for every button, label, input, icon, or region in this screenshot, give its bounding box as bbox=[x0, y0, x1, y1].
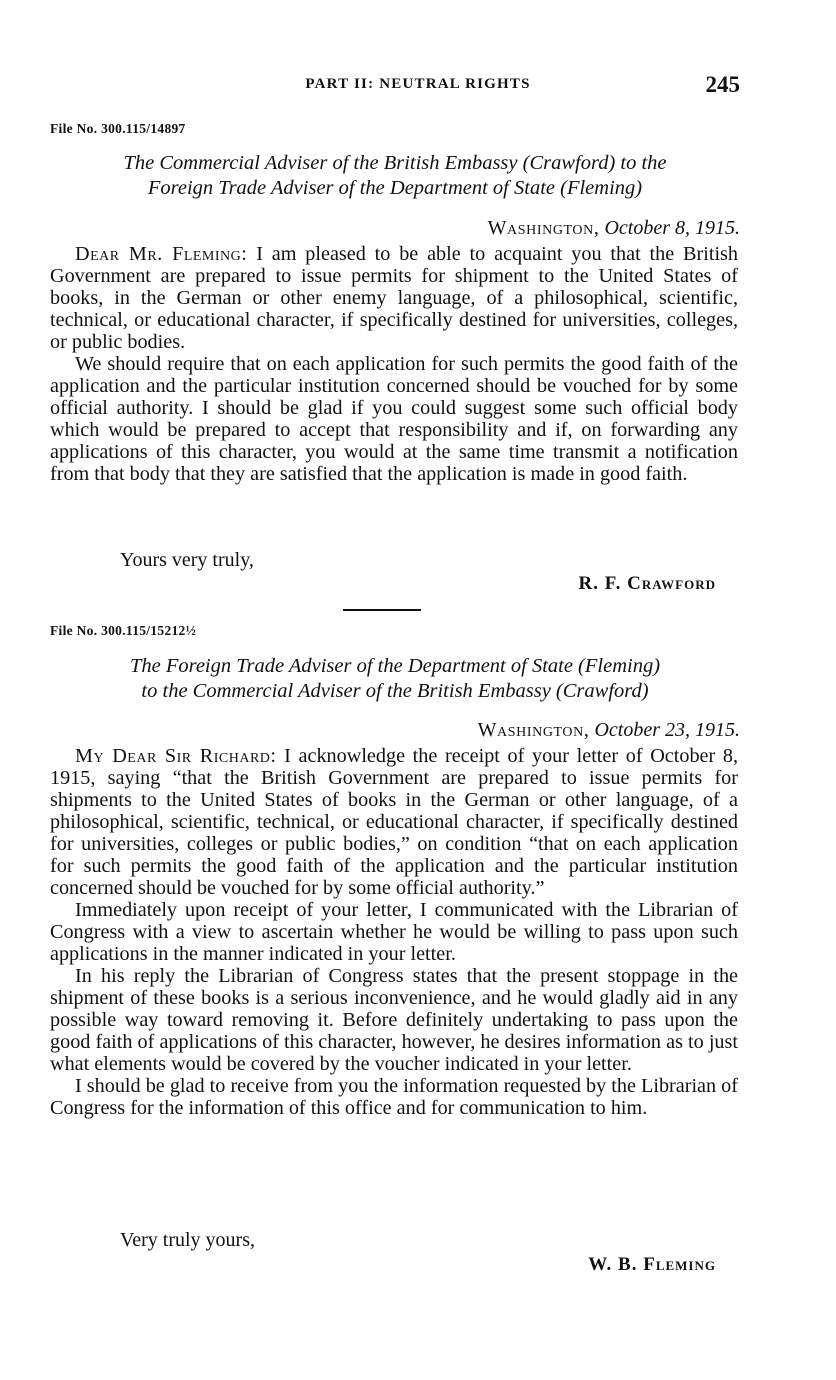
running-head: PART II: NEUTRAL RIGHTS bbox=[305, 76, 531, 92]
letter1-paragraph-1-text: I am pleased to be able to acquaint you that the British Government are prepared to issue permits for shipment to the United States of books, in the German or other enemy language, of a philosophical, scientific, technical, or educational character, if specifically destined for universities, colleges, or public bodies. bbox=[50, 243, 739, 353]
letter1-paragraph-2: We should require that on each application for such permits the good faith of the application and the particular institution concerned should be vouched for by some official authority. I should be glad if you could suggest some such official body which would be prepared to accept that responsibility and if, on forwarding any applications of this character, you would at the same time transmit a notification from that body that they are satisfied that the application is made in good faith. bbox=[50, 353, 738, 485]
letter1-heading-line1: The Commercial Adviser of the British Embassy (Crawford) to the bbox=[123, 152, 667, 174]
letter2-paragraph-2: Immediately upon receipt of your letter, I communicated with the Librarian of Congress with a view to ascertain whether he would be willing to pass upon such applications in the manner indicated in your letter. bbox=[50, 899, 738, 965]
letter2-paragraph-1-text: I acknowledge the receipt of your letter of October 8, 1915, saying “that the British Government are prepared to issue permits for shipments to the United States of books in the German or other language, of a philosophical, scientific, technical, or educational character, if specifically destined for universities, colleges or public bodies,” on condition “that on each application for such permits the good faith of the application and the particular institution concerned should be vouched for by some official authority.” bbox=[50, 745, 738, 899]
letter1-heading bbox=[50, 151, 740, 201]
letter1-salutation: Dear Mr. Fleming: bbox=[75, 243, 248, 265]
letter2-paragraph-4: I should be glad to receive from you the information requested by the Librarian of Congress for the information of this office and for communication to him. bbox=[50, 1075, 738, 1119]
letter2-date: October 23, 1915. bbox=[594, 719, 740, 741]
file-number-1: File No. 300.115/14897 bbox=[50, 121, 186, 136]
letter2-paragraph bbox=[50, 745, 738, 899]
letter2-salutation: My Dear Sir Richard: bbox=[75, 745, 277, 767]
page-number: 245 bbox=[705, 72, 740, 97]
letter2-signature: W. B. Fleming bbox=[588, 1254, 716, 1275]
letter1-paragraph bbox=[50, 243, 738, 353]
letter2-place: Washington, bbox=[477, 719, 590, 741]
letter2-heading bbox=[50, 654, 740, 704]
letter1-closing: Yours very truly, bbox=[120, 549, 254, 571]
letter2-paragraph-3: In his reply the Librarian of Congress states that the present stoppage in the shipment of these books is a serious inconvenience, and he would gladly aid in any possible way toward removing it. Before definitely undertaking to pass upon the good faith of applications of this character, however, he desires information as to just what elements would be covered by the voucher indicated in your letter. bbox=[50, 965, 738, 1075]
letter1-place: Washington, bbox=[487, 217, 600, 239]
letter2-body bbox=[50, 745, 738, 1119]
letter1-signature: R. F. Crawford bbox=[578, 573, 716, 594]
letter2-dateline bbox=[478, 719, 740, 742]
letter1-body bbox=[50, 243, 738, 485]
letter2-heading-line2: to the Commercial Adviser of the British Embassy (Crawford) bbox=[141, 680, 649, 702]
letter1-dateline bbox=[488, 217, 740, 240]
letter1-date: October 8, 1915. bbox=[604, 217, 740, 239]
file-number-2: File No. 300.115/15212½ bbox=[50, 623, 197, 638]
letter2-closing: Very truly yours, bbox=[120, 1229, 255, 1251]
letter2-heading-line1: The Foreign Trade Adviser of the Department of State (Fleming) bbox=[129, 655, 661, 677]
letter1-heading-line2: Foreign Trade Adviser of the Department of State (Fleming) bbox=[147, 177, 643, 199]
section-divider bbox=[343, 609, 421, 611]
